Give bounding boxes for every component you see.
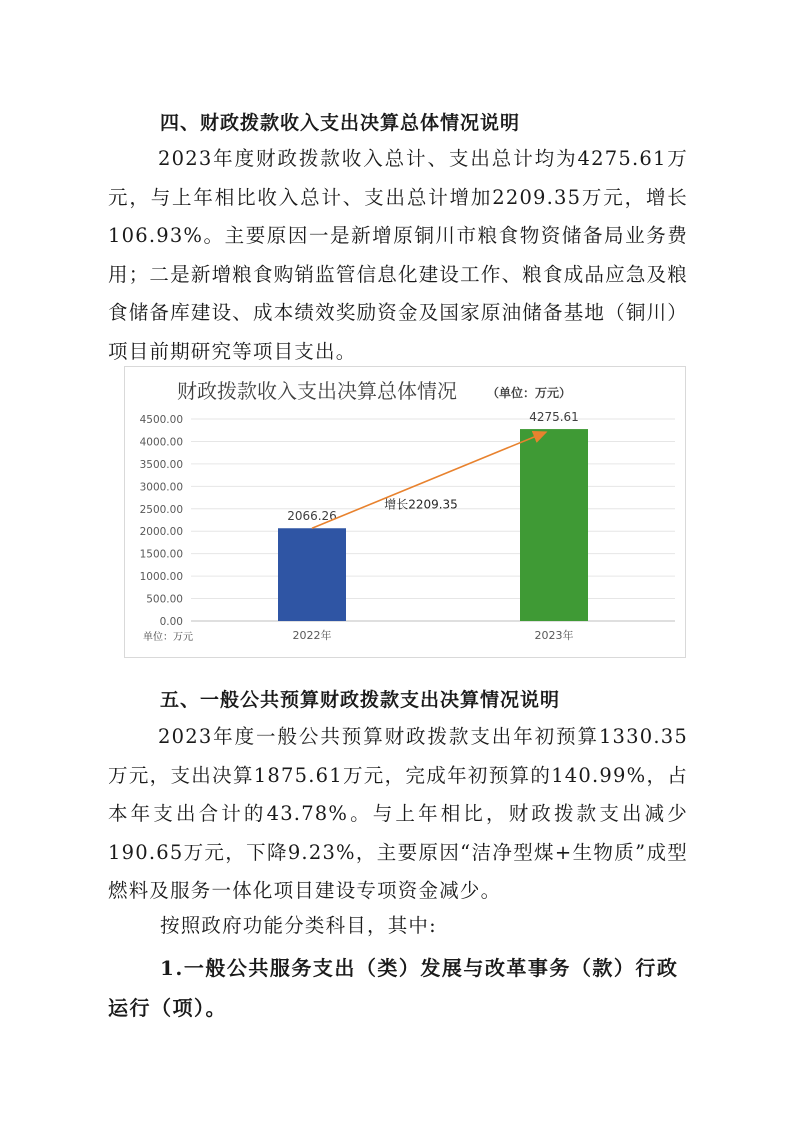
category-label: 2023年	[534, 629, 574, 642]
item1-line1: 1.一般公共服务支出（类）发展与改革事务（款）行政	[160, 956, 679, 980]
y-tick-label: 3000.00	[139, 481, 183, 494]
bar-value-label: 2066.26	[287, 509, 337, 524]
y-tick-label: 4500.00	[139, 414, 183, 426]
bar-value-label: 4275.61	[529, 410, 579, 425]
chart-title: 财政拨款收入支出决算总体情况	[177, 379, 457, 403]
y-tick-label: 4000.00	[139, 436, 183, 449]
y-tick-label: 2000.00	[139, 526, 183, 539]
y-unit-label: 单位：万元	[143, 632, 193, 643]
chart-container	[124, 366, 686, 658]
section5-heading: 五、一般公共预算财政拨款支出决算情况说明	[160, 689, 561, 711]
bar-2022年	[278, 528, 346, 621]
growth-annotation: 增长2209.35	[384, 497, 458, 512]
section4-heading: 四、财政拨款收入支出决算总体情况说明	[160, 112, 521, 134]
growth-arrow	[312, 432, 546, 528]
section5-paragraph: 2023年度一般公共预算财政拨款支出年初预算1330.35万元，支出决算1875.61万元，完成年初预算的140.99%，占本年支出合计的43.78%。与上年相比，财政拨款支出减少190.65万元，下降9.23%，主要原因“洁净型煤+生物质”成型燃料及服务一体化项目建设专项资金减少。	[108, 725, 688, 902]
y-tick-label: 3500.00	[139, 458, 183, 471]
category-label: 2022年	[292, 629, 332, 642]
y-tick-label: 500.00	[146, 593, 183, 606]
y-tick-label: 0.00	[159, 616, 183, 628]
y-tick-label: 2500.00	[139, 503, 183, 516]
bar-2023年	[520, 429, 588, 621]
section4-paragraph: 2023年度财政拨款收入总计、支出总计均为4275.61万元，与上年相比收入总计、支出总计增加2209.35万元，增长106.93%。主要原因一是新增原铜川市粮食物资储备局业务费用；二是新增粮食购销监管信息化建设工作、粮食成品应急及粮食储备库建设、成本绩效奖励资金及国家原油储备基地（铜川）项目前期研究等项目支出。	[108, 147, 688, 363]
y-tick-label: 1500.00	[139, 548, 183, 561]
classification-line: 按照政府功能分类科目，其中:	[160, 914, 437, 937]
y-tick-label: 1000.00	[139, 571, 183, 584]
item1-line2: 运行（项）。	[108, 996, 227, 1020]
chart-unit-note: （单位：万元）	[487, 386, 572, 400]
bar-chart	[125, 367, 685, 657]
